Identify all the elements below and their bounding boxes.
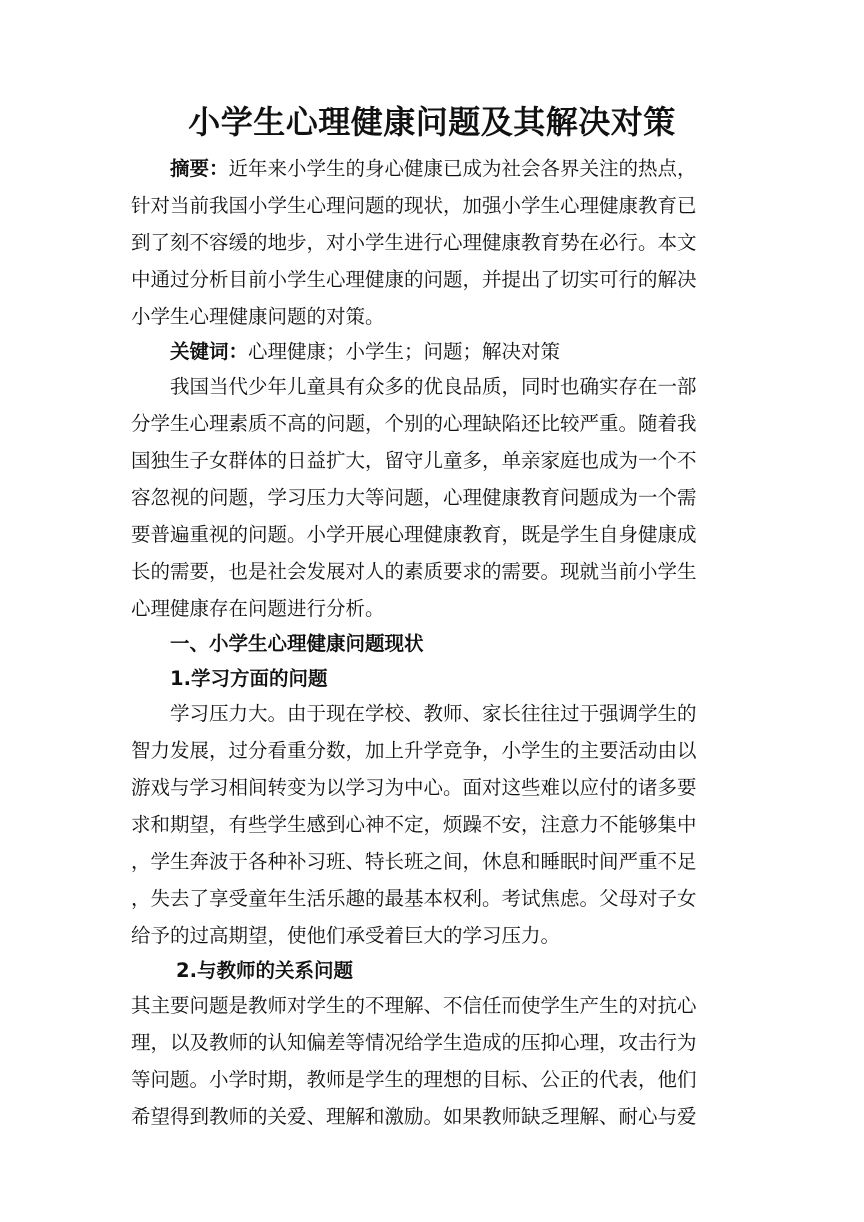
subsection-heading: 2.与教师的关系问题 [176,959,353,982]
intro-line: 心理健康存在问题进行分析。 [131,597,385,620]
paragraph-line: 游戏与学习相间转变为以学习为中心。面对这些难以应付的诸多要 [131,776,697,799]
paragraph-line: ，学生奔波于各种补习班、特长班之间，休息和睡眠时间严重不足 [131,850,697,873]
paragraph-line: 等问题。小学时期，教师是学生的理想的目标、公正的代表，他们 [131,1068,697,1091]
paragraph-line: 智力发展，过分看重分数，加上升学竞争，小学生的主要活动由以 [131,739,697,762]
intro-line: 要普遍重视的问题。小学开展心理健康教育，既是学生自身健康成 [131,523,697,546]
paragraph-line: 其主要问题是教师对学生的不理解、不信任而使学生产生的对抗心 [131,994,697,1017]
abstract-label: 摘要： [170,157,229,180]
paragraph-line: 学习压力大。由于现在学校、教师、家长往往过于强调学生的 [170,702,697,725]
abstract-text: 近年来小学生的身心健康已成为社会各界关注的热点， [228,157,697,180]
abstract-line: 小学生心理健康问题的对策。 [131,305,385,328]
intro-line: 国独生子女群体的日益扩大，留守儿童多，单亲家庭也成为一个不 [131,449,697,472]
section-heading: 一、小学生心理健康问题现状 [170,632,424,655]
paragraph-line: 理，以及教师的认知偏差等情况给学生造成的压抑心理，攻击行为 [131,1031,697,1054]
abstract-line: 到了刻不容缓的地步，对小学生进行心理健康教育势在必行。本文 [131,231,697,254]
paragraph-line: 求和期望，有些学生感到心神不定，烦躁不安，注意力不能够集中 [131,813,697,836]
abstract-line: 针对当前我国小学生心理问题的现状，加强小学生心理健康教育已 [131,194,697,217]
keywords-label: 关键词： [170,340,249,363]
document-title: 小学生心理健康问题及其解决对策 [188,103,676,141]
abstract-line [170,155,730,183]
intro-line: 容忽视的问题，学习压力大等问题，心理健康教育问题成为一个需 [131,486,697,509]
intro-line: 分学生心理素质不高的问题，个别的心理缺陷还比较严重。随着我 [131,412,697,435]
keywords-text: 心理健康；小学生；问题；解决对策 [248,340,561,363]
paragraph-line: 给予的过高期望，使他们承受着巨大的学习压力。 [131,924,561,947]
intro-line: 长的需要，也是社会发展对人的素质要求的需要。现就当前小学生 [131,560,697,583]
intro-line: 我国当代少年儿童具有众多的优良品质，同时也确实存在一部 [170,375,697,398]
paragraph-line: 希望得到教师的关爱、理解和激励。如果教师缺乏理解、耐心与爱 [131,1105,697,1128]
subsection-heading: 1.学习方面的问题 [170,667,328,690]
abstract-line: 中通过分析目前小学生心理健康的问题，并提出了切实可行的解决 [131,268,697,291]
paragraph-line: ，失去了享受童年生活乐趣的最基本权利。考试焦虑。父母对子女 [131,887,697,910]
keywords-line [170,338,730,366]
